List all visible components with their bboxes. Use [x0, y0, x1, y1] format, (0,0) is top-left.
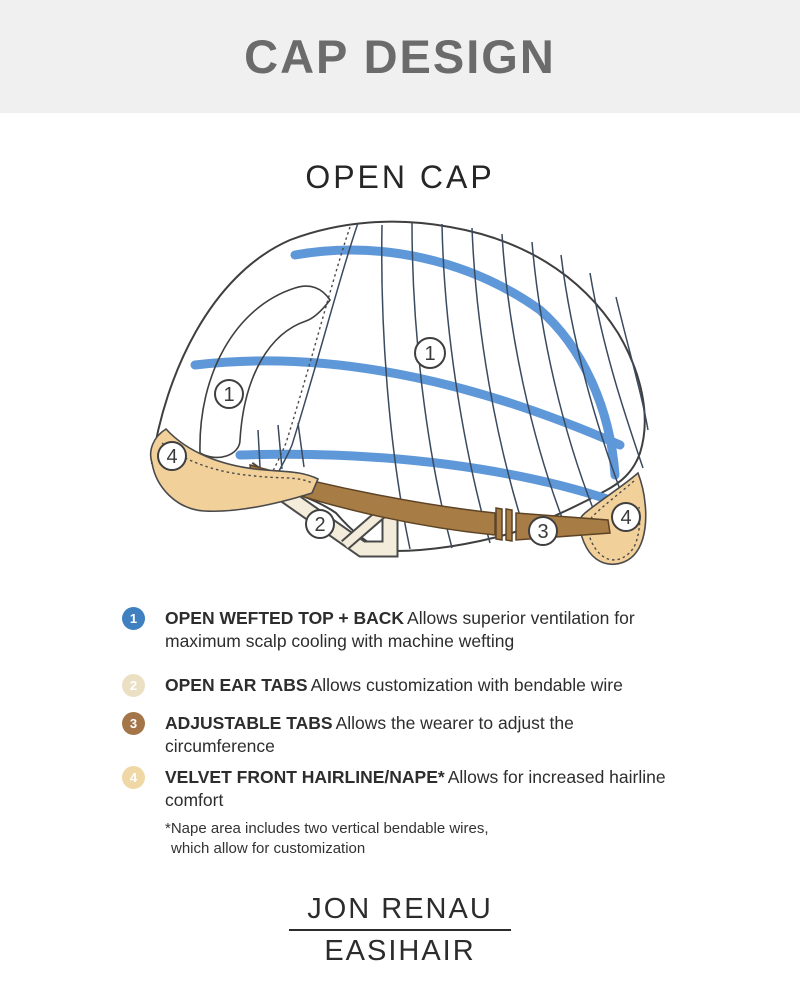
cap-diagram	[140, 215, 660, 575]
legend-badge-4: 4	[122, 766, 145, 789]
legend-badge-1: 1	[122, 607, 145, 630]
front-seam	[272, 223, 358, 473]
legend-item-velvet	[122, 766, 762, 812]
header-banner	[0, 0, 800, 113]
legend-title-4: VELVET FRONT HAIRLINE/NAPE*	[165, 767, 445, 787]
strap-buckle-bar	[506, 509, 512, 541]
legend-description-1: Allows superior ventilation for maximum scalp cooling with machine wefting	[165, 608, 635, 651]
brand-name-top: JON RENAU	[307, 893, 493, 925]
legend-title-1: OPEN WEFTED TOP + BACK	[165, 608, 405, 628]
callout-adjustable-tab	[529, 517, 557, 545]
front-hatched-section	[200, 286, 330, 469]
legend-item-ear-tabs	[122, 674, 762, 697]
callout-open-wefted-front	[215, 380, 243, 408]
callout-open-wefted-top-main	[415, 338, 445, 368]
svg-text:1: 1	[223, 384, 235, 406]
legend-description-2: Allows customization with bendable wire	[310, 675, 623, 695]
legend-item-adjustable-tabs	[122, 712, 762, 758]
footnote-line-2: which allow for customization	[171, 840, 366, 857]
legend	[122, 607, 762, 812]
legend-description-4: Allows for increased hairline comfort	[165, 767, 666, 810]
footnote-line-1: *Nape area includes two vertical bendable wires,	[165, 820, 489, 837]
brand-name-bottom: EASIHAIR	[324, 935, 476, 967]
legend-item-open-wefted	[122, 607, 762, 653]
nape-footnote	[165, 819, 800, 859]
svg-text:1: 1	[424, 343, 436, 365]
cap-diagram-svg	[140, 215, 660, 575]
callout-velvet-nape	[612, 503, 640, 531]
brand-divider	[289, 929, 511, 931]
legend-title-2: OPEN EAR TABS	[165, 675, 308, 695]
weft-bands	[195, 250, 620, 500]
svg-text:4: 4	[620, 507, 632, 529]
legend-description-3: Allows the wearer to adjust the circumference	[165, 713, 574, 756]
cap-style-title: OPEN CAP	[305, 159, 495, 195]
svg-text:2: 2	[314, 514, 326, 536]
svg-text:3: 3	[537, 521, 549, 543]
page-title: CAP DESIGN	[244, 30, 556, 83]
brand-logo	[0, 891, 800, 969]
legend-badge-2: 2	[122, 674, 145, 697]
callout-velvet-front	[158, 442, 186, 470]
legend-badge-3: 3	[122, 712, 145, 735]
strap-buckle	[496, 508, 502, 540]
svg-text:4: 4	[166, 446, 178, 468]
callout-open-ear-tab	[306, 510, 334, 538]
legend-title-3: ADJUSTABLE TABS	[165, 713, 333, 733]
